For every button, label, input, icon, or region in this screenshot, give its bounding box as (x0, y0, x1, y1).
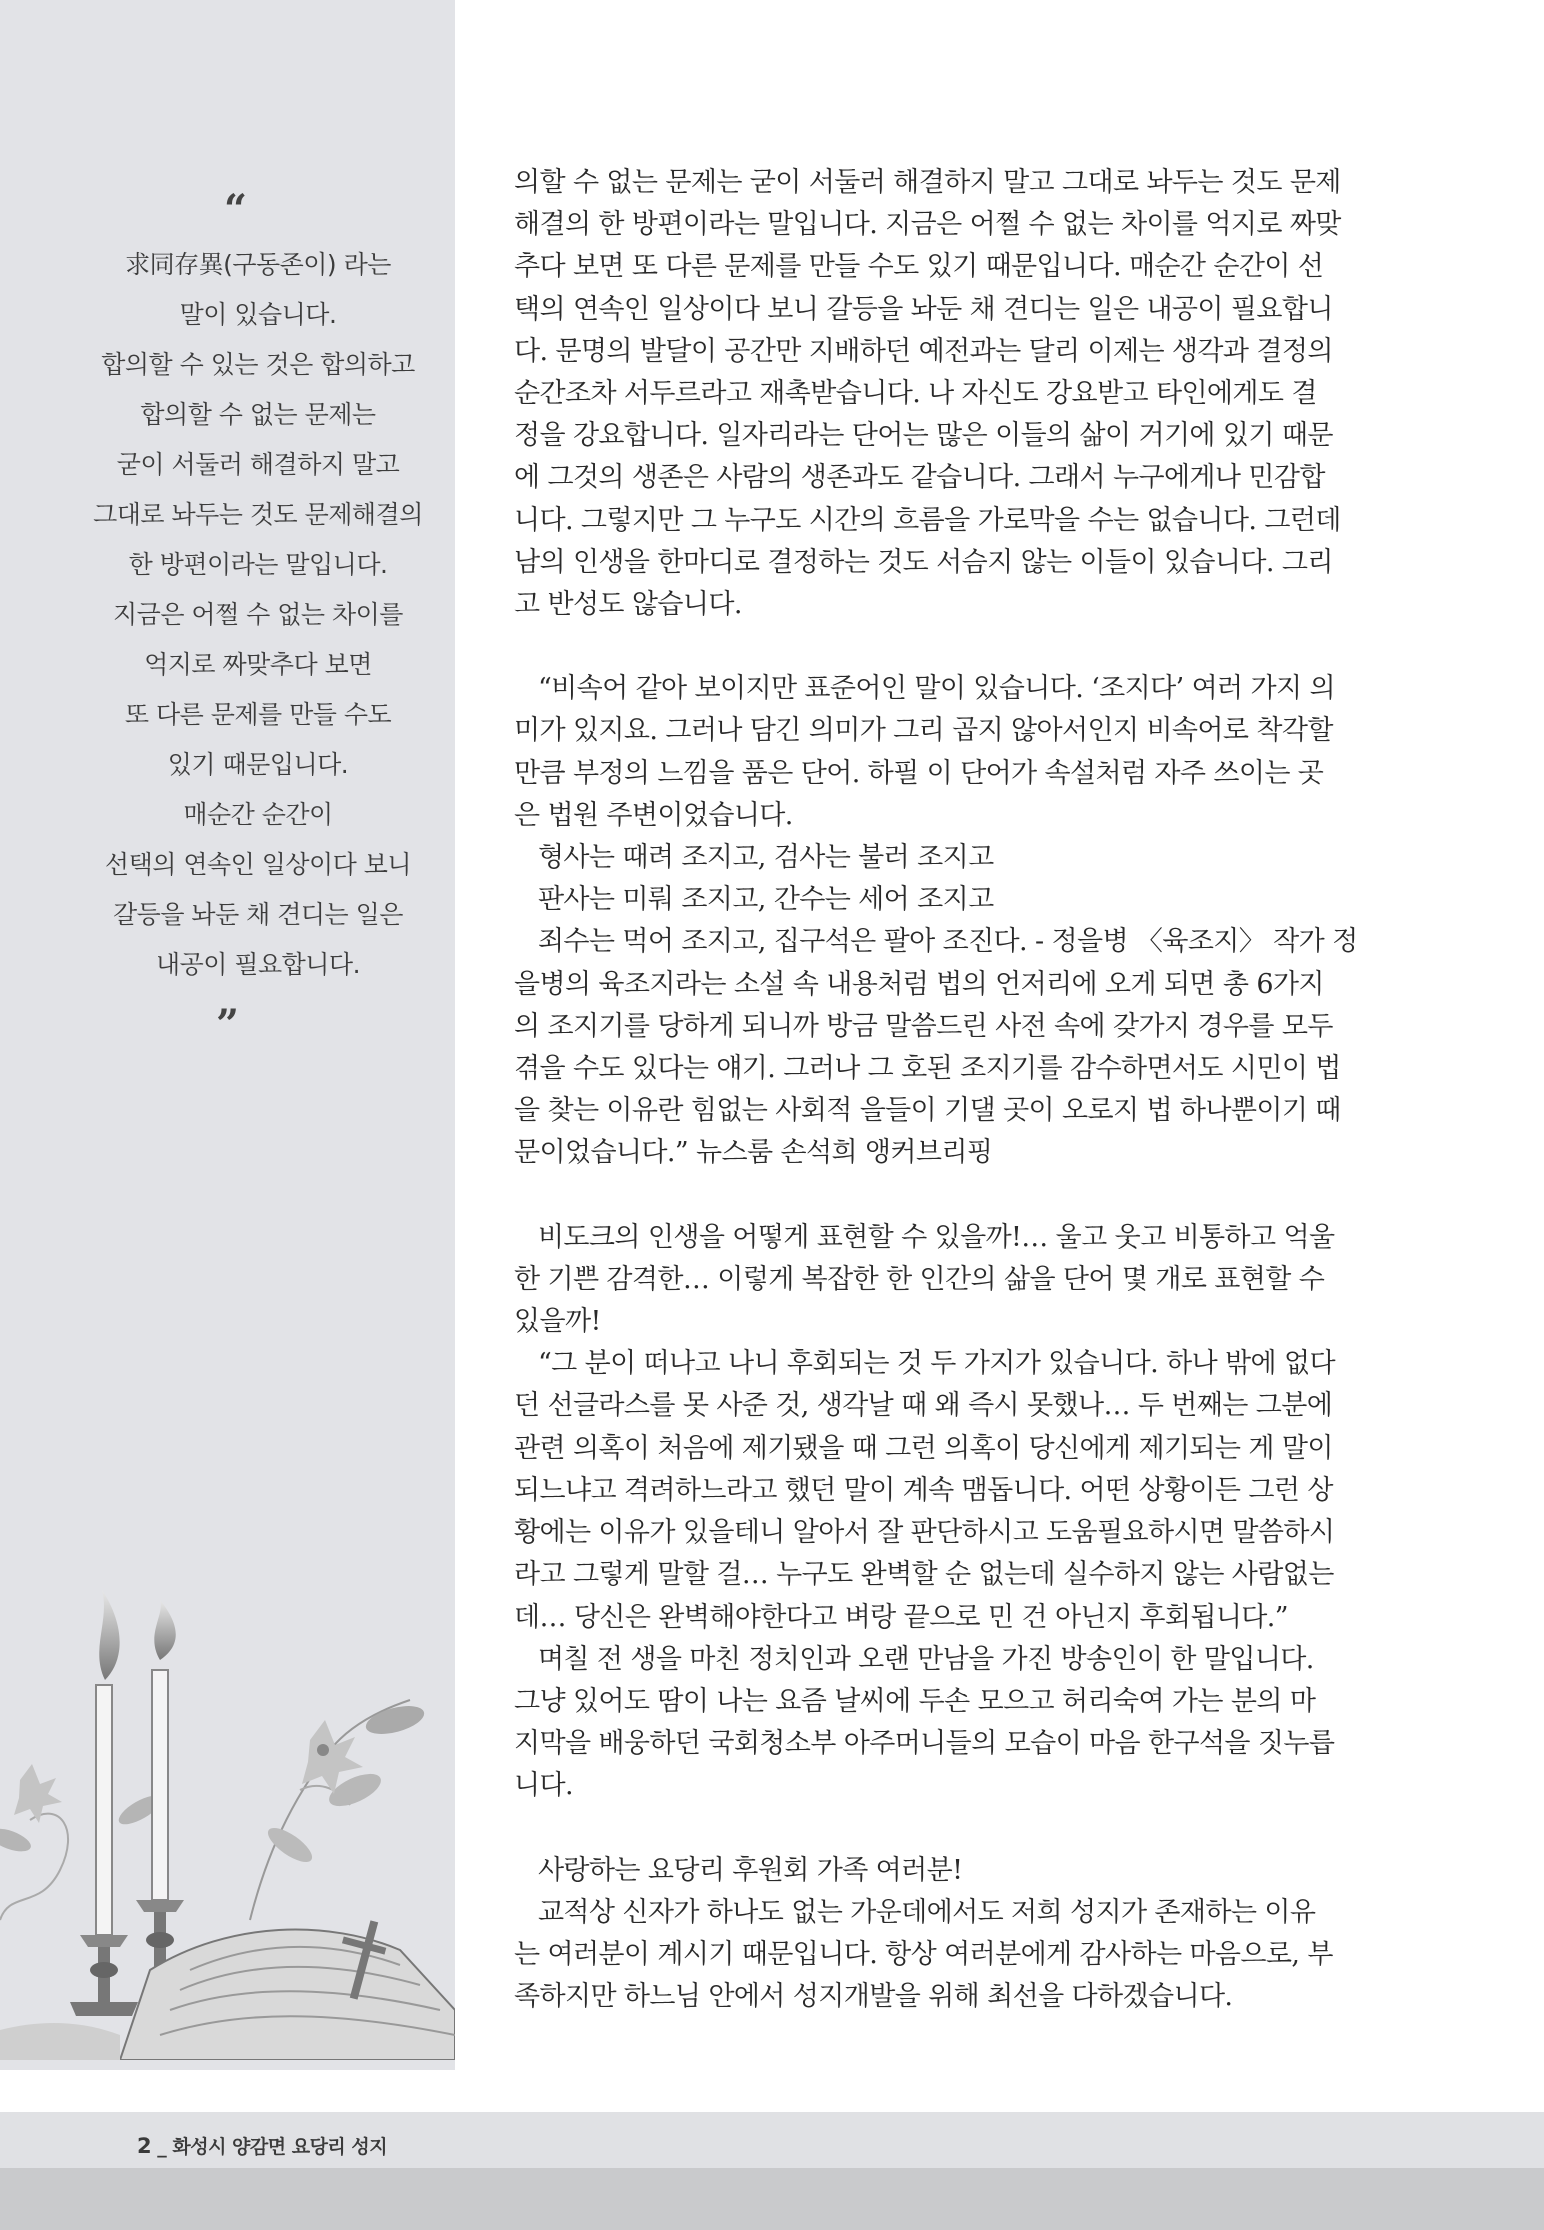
pull-quote (68, 240, 448, 990)
article-paragraph: 비도크의 인생을 어떻게 표현할 수 있을까!… 울고 웃고 비통하고 억울 한 기쁜 감격한… 이렇게 복잡한 한 인간의 삶을 단어 몇 개로 표현할 수 있을까! “그 분이 떠나고 나니 후회되는 것 두 가지가 있습니다. 하나 밖에 없다 던 선글라스를 못 사준 것, 생각날 때 왜 즉시 못했나… 두 번째는 그분에 관련 의혹이 처음에 제기됐을 때 그런 의혹이 당신에게 제기되는 게 말이 되느냐고 격려하느라고 했던 말이 계속 맴돕니다. 어떤 상황이든 그런 상 황에는 이유가 있을테니 알아서 잘 판단하시고 도움필요하시면 말씀하시 라고 그렇게 말할 걸… 누구도 완벽할 순 없는데 실수하지 않는 사람없는 데… 당신은 완벽해야한다고 벼랑 끝으로 민 건 아닌지 후회됩니다.” 며칠 전 생을 마친 정치인과 오랜 만남을 가진 방송인이 한 말입니다. 그냥 있어도 땀이 나는 요즘 날씨에 두손 모으고 허리숙여 가는 분의 마 지막을 배웅하던 국회청소부 아주머니들의 모습이 마음 한구석을 짓누릅 니다. (514, 1221, 1335, 1802)
candle-bible-illustration (0, 1590, 455, 2060)
pull-quote-line: 또 다른 문제를 만들 수도 (124, 700, 392, 729)
sidebar-panel (0, 0, 455, 2070)
pull-quote-line: 합의할 수 없는 문제는 (140, 400, 376, 429)
page-number: 2 (137, 2134, 152, 2158)
pull-quote-line: 매순간 순간이 (183, 800, 333, 829)
article-paragraph: 사랑하는 요당리 후원회 가족 여러분! 교적상 신자가 하나도 없는 가운데에서도 저희 성지가 존재하는 이유 는 여러분이 계시기 때문입니다. 항상 여러분에게 감사하는 마음으로, 부 족하지만 하느님 안에서 성지개발을 위해 최선을 다하겠습니다. (514, 1854, 1333, 2013)
pull-quote-line: 지금은 어쩔 수 없는 차이를 (113, 600, 403, 629)
publication-name: 화성시 양감면 요당리 성지 (172, 2136, 388, 2158)
article-paragraph: 의할 수 없는 문제는 굳이 서둘러 해결하지 말고 그대로 놔두는 것도 문제 해결의 한 방편이라는 말입니다. 지금은 어쩔 수 없는 차이를 억지로 짜맞 추다 보면 또 다른 문제를 만들 수도 있기 때문입니다. 매순간 순간이 선 택의 연속인 일상이다 보니 갈등을 놔둔 채 견디는 일은 내공이 필요합니 다. 문명의 발달이 공간만 지배하던 예전과는 달리 이제는 생각과 결정의 순간조차 서두르라고 재촉받습니다. 나 자신도 강요받고 타인에게도 결 정을 강요합니다. 일자리라는 단어는 많은 이들의 삶이 거기에 있기 때문 에 그것의 생존은 사람의 생존과도 같습니다. 그래서 누구에게나 민감합 니다. 그렇지만 그 누구도 시간의 흐름을 가로막을 수는 없습니다. 그런데 남의 인생을 한마디로 결정하는 것도 서슴지 않는 이들이 있습니다. 그리 고 반성도 않습니다. (514, 167, 1341, 621)
pull-quote-line: 갈등을 놔둔 채 견디는 일은 (113, 900, 403, 929)
quote-close-mark: ” (215, 1001, 239, 1048)
pull-quote-line: 굳이 서둘러 해결하지 말고 (116, 450, 400, 479)
bottom-band (0, 2168, 1544, 2230)
footer-separator: _ (151, 2136, 173, 2158)
pull-quote-line: 한 방편이라는 말입니다. (128, 550, 388, 579)
pull-quote-line: 선택의 연속인 일상이다 보니 (104, 850, 412, 879)
pull-quote-line: 내공이 필요합니다. (155, 950, 361, 979)
page-footer (137, 2132, 387, 2159)
quote-open-mark: “ (223, 186, 247, 233)
article-paragraph: “비속어 같아 보이지만 표준어인 말이 있습니다. ‘조지다’ 여러 가지 의 미가 있지요. 그러나 담긴 의미가 그리 곱지 않아서인지 비속어로 착각할 만큼 부정의 느낌을 품은 단어. 하필 이 단어가 속설처럼 자주 쓰이는 곳 은 법원 주변이었습니다. 형사는 때려 조지고, 검사는 불러 조지고 판사는 미뤄 조지고, 간수는 세어 조지고 죄수는 먹어 조지고, 집구석은 팔아 조진다. - 정을병 〈육조지〉 작가 정 을병의 육조지라는 소설 속 내용처럼 법의 언저리에 오게 되면 총 6가지 의 조지기를 당하게 되니까 방금 말씀드린 사전 속에 갖가지 경우를 모두 겪을 수도 있다는 얘기. 그러나 그 호된 조지기를 감수하면서도 시민이 법 을 찾는 이유란 힘없는 사회적 을들이 기댈 곳이 오로지 법 하나뿐이기 때 문이었습니다.” 뉴스룸 손석희 앵커브리핑 (514, 673, 1358, 1169)
pull-quote-line: 求同存異(구동존이) 라는 (125, 250, 391, 279)
article-body (514, 162, 1414, 2018)
pull-quote-line: 합의할 수 있는 것은 합의하고 (101, 350, 415, 379)
pull-quote-line: 억지로 짜맞추다 보면 (144, 650, 372, 679)
pull-quote-line: 말이 있습니다. (179, 300, 337, 329)
pull-quote-line: 있기 때문입니다. (167, 750, 349, 779)
pull-quote-line: 그대로 놔두는 것도 문제해결의 (93, 500, 423, 529)
